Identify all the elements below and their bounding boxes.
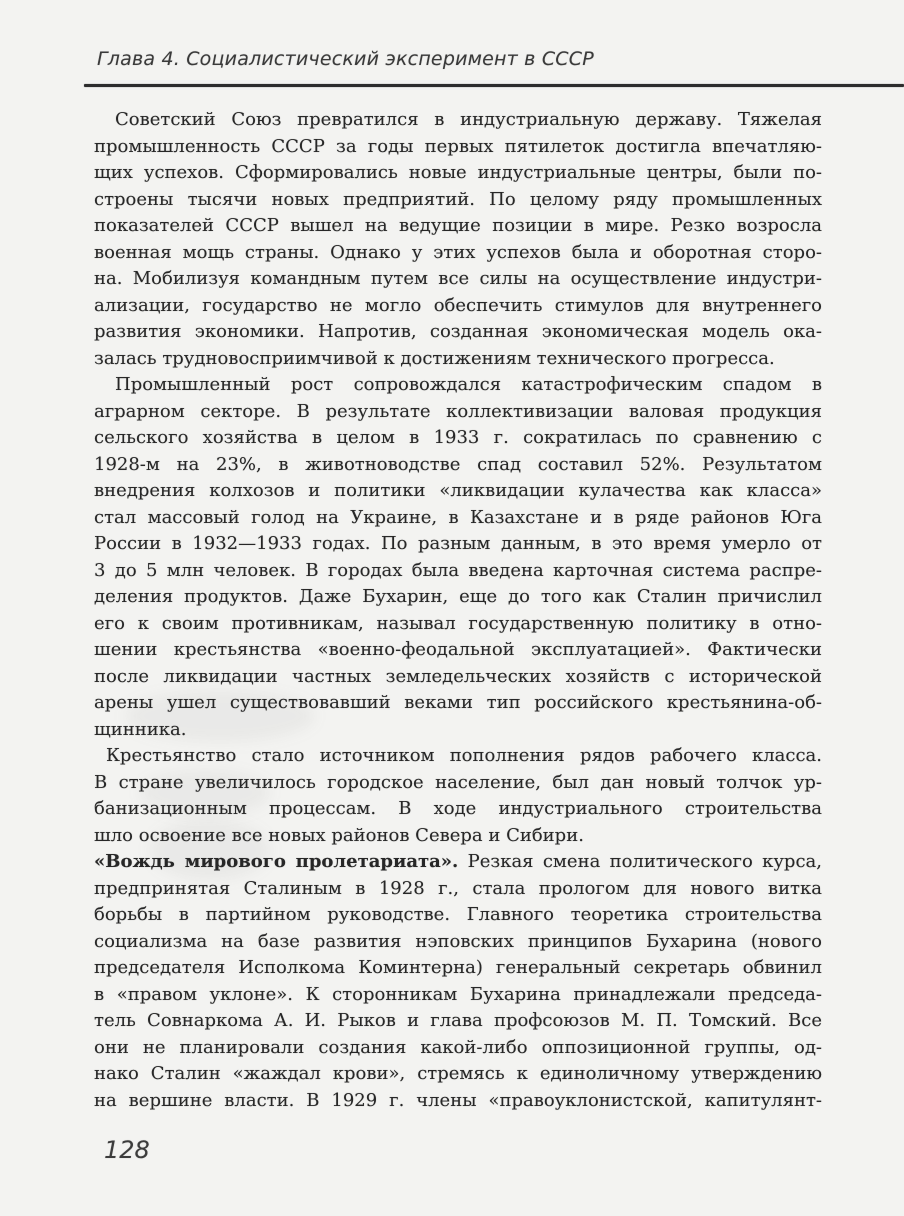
text-block bbox=[94, 107, 822, 1114]
text-line: строены тысячи новых предприятий. По целому ряду промышленных bbox=[94, 188, 822, 210]
text-line: после ликвидации частных земледельческих хозяйств с исторической bbox=[94, 665, 822, 687]
text-line: залась трудновосприимчивой к достижениям технического прогресса. bbox=[94, 347, 775, 369]
text-line: «Вождь мирового пролетариата». Резкая смена политического курса, bbox=[94, 851, 822, 872]
text-line: тель Совнаркома А. И. Рыков и глава профсоюзов М. П. Томский. Все bbox=[94, 1010, 822, 1031]
text-line: 3 до 5 млн человек. В городах была введена карточная система распре- bbox=[94, 559, 822, 581]
text-line: председателя Исполкома Коминтерна) генеральный секретарь обвинил bbox=[94, 957, 822, 978]
text-line: военная мощь страны. Однако у этих успехов была и оборотная сторо- bbox=[94, 241, 822, 263]
text-line: развития экономики. Напротив, созданная экономическая модель ока- bbox=[94, 321, 822, 342]
text-line: на. Мобилизуя командным путем все силы на осуществление индустри- bbox=[94, 268, 822, 289]
text-line: деления продуктов. Даже Бухарин, еще до того как Сталин причислил bbox=[94, 586, 822, 607]
text-line: В стране увеличилось городское население, был дан новый толчок ур- bbox=[94, 771, 822, 793]
text-line: на вершине власти. В 1929 г. члены «правоуклонистской, капитулянт- bbox=[94, 1089, 822, 1111]
text-line: Крестьянство стало источником пополнения рядов рабочего класса. bbox=[106, 745, 822, 766]
chapter-header: Глава 4. Социалистический эксперимент в СССР bbox=[97, 48, 594, 70]
text-line: борьбы в партийном руководстве. Главного теоретика строительства bbox=[94, 904, 822, 925]
text-line: щинника. bbox=[94, 718, 187, 740]
text-line: Промышленный рост сопровождался катастрофическим спадом в bbox=[115, 374, 822, 395]
text-line: внедрения колхозов и политики «ликвидации кулачества как класса» bbox=[94, 480, 822, 501]
text-line: они не планировали создания какой-либо оппозиционной группы, од- bbox=[94, 1036, 822, 1058]
text-line: социализма на базе развития нэповских принципов Бухарина (нового bbox=[94, 930, 822, 952]
text-line: шении крестьянства «военно-феодальной эксплуатацией». Фактически bbox=[94, 639, 822, 660]
text-line: шло освоение все новых районов Севера и Сибири. bbox=[94, 824, 584, 846]
text-line: России в 1932—1933 годах. По разным данным, в это время умерло от bbox=[94, 533, 822, 554]
text-line: стал массовый голод на Украине, в Казахстане и в ряде районов Юга bbox=[94, 506, 822, 528]
text-line: аграрном секторе. В результате коллективизации валовая продукция bbox=[94, 400, 822, 422]
text-line: нако Сталин «жаждал крови», стремясь к единоличному утверждению bbox=[94, 1063, 822, 1084]
text-line: щих успехов. Сформировались новые индустриальные центры, были по- bbox=[94, 162, 822, 183]
text-line: предпринятая Сталиным в 1928 г., стала прологом для нового витка bbox=[94, 877, 822, 899]
text-line: промышленность СССР за годы первых пятилеток достигла впечатляю- bbox=[94, 135, 822, 157]
page-number: 128 bbox=[104, 1136, 150, 1164]
header-rule bbox=[84, 84, 904, 87]
bold-run-head: «Вождь мирового пролетариата». bbox=[94, 851, 459, 872]
text-line: в «правом уклоне». К сторонникам Бухарина принадлежали председа- bbox=[94, 983, 822, 1005]
text-line: показателей СССР вышел на ведущие позиции в мире. Резко возросла bbox=[94, 215, 822, 236]
text-line: Советский Союз превратился в индустриальную державу. Тяжелая bbox=[115, 109, 822, 130]
text-line: ализации, государство не могло обеспечить стимулов для внутреннего bbox=[94, 294, 822, 316]
text-line: 1928-м на 23%, в животноводстве спад составил 52%. Результатом bbox=[94, 453, 822, 475]
text-line: банизационным процессам. В ходе индустриального строительства bbox=[94, 798, 822, 819]
text-line: его к своим противникам, называл государственную политику в отно- bbox=[94, 612, 822, 634]
text-line: арены ушел существовавший веками тип российского крестьянина-об- bbox=[94, 692, 822, 713]
text-line: сельского хозяйства в целом в 1933 г. сократилась по сравнению с bbox=[94, 427, 822, 448]
